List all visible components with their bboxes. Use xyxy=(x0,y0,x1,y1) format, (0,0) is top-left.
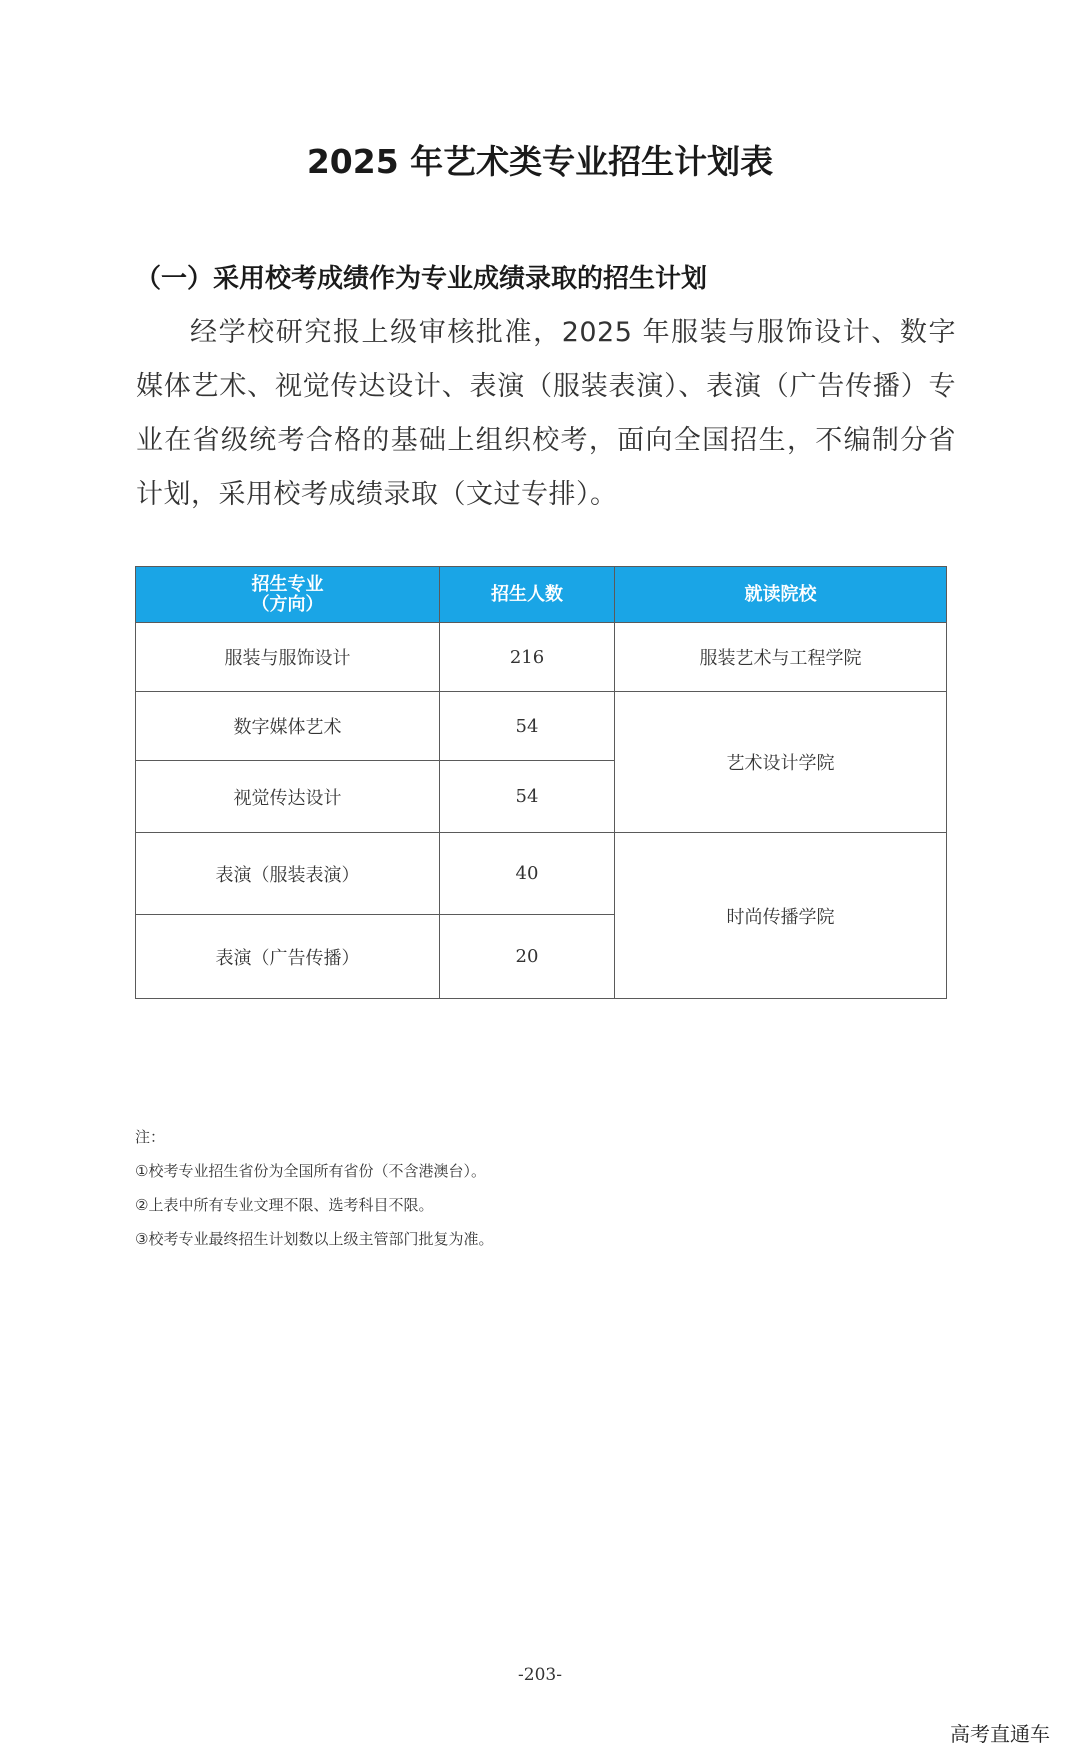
cell-count: 216 xyxy=(440,623,615,692)
page-title: 2025 年艺术类专业招生计划表 xyxy=(306,142,774,181)
cell-college: 时尚传播学院 xyxy=(615,833,947,999)
intro-paragraph: 经学校研究报上级审核批准，2025 年服装与服饰设计、数字媒体艺术、视觉传达设计、表演（服装表演）、表演（广告传播）专业在省级统考合格的基础上组织校考，面向全国招生，不编制分省计划，采用校考成绩录取（文过专排）。 xyxy=(136,317,956,510)
header-college: 就读院校 xyxy=(615,567,947,623)
enrollment-plan-table xyxy=(135,566,947,999)
cell-college: 服装艺术与工程学院 xyxy=(615,623,947,692)
table-header-row xyxy=(136,567,947,623)
note-item: ②上表中所有专业文理不限、选考科目不限。 xyxy=(135,1196,434,1214)
section-heading: （一）采用校考成绩作为专业成绩录取的招生计划 xyxy=(135,264,708,294)
page-number: -203- xyxy=(518,1665,562,1685)
table-row xyxy=(136,623,947,692)
header-major-line2: （方向） xyxy=(251,593,324,615)
header-major xyxy=(136,567,440,623)
cell-major: 数字媒体艺术 xyxy=(136,692,440,761)
cell-major: 视觉传达设计 xyxy=(136,761,440,833)
header-major-line1: 招生专业 xyxy=(251,573,324,595)
cell-count: 20 xyxy=(440,915,615,999)
cell-college: 艺术设计学院 xyxy=(615,692,947,833)
notes-label: 注： xyxy=(135,1128,166,1146)
watermark: 高考直通车 xyxy=(950,1722,1050,1746)
note-item: ③校考专业最终招生计划数以上级主管部门批复为准。 xyxy=(135,1230,494,1248)
note-item: ①校考专业招生省份为全国所有省份（不含港澳台）。 xyxy=(135,1162,486,1180)
cell-count: 54 xyxy=(440,761,615,833)
cell-count: 40 xyxy=(440,833,615,915)
cell-major: 服装与服饰设计 xyxy=(136,623,440,692)
header-count: 招生人数 xyxy=(440,567,615,623)
cell-count: 54 xyxy=(440,692,615,761)
notes-section xyxy=(135,1120,935,1256)
table-row xyxy=(136,692,947,761)
cell-major: 表演（广告传播） xyxy=(136,915,440,999)
cell-major: 表演（服装表演） xyxy=(136,833,440,915)
table-row xyxy=(136,833,947,915)
